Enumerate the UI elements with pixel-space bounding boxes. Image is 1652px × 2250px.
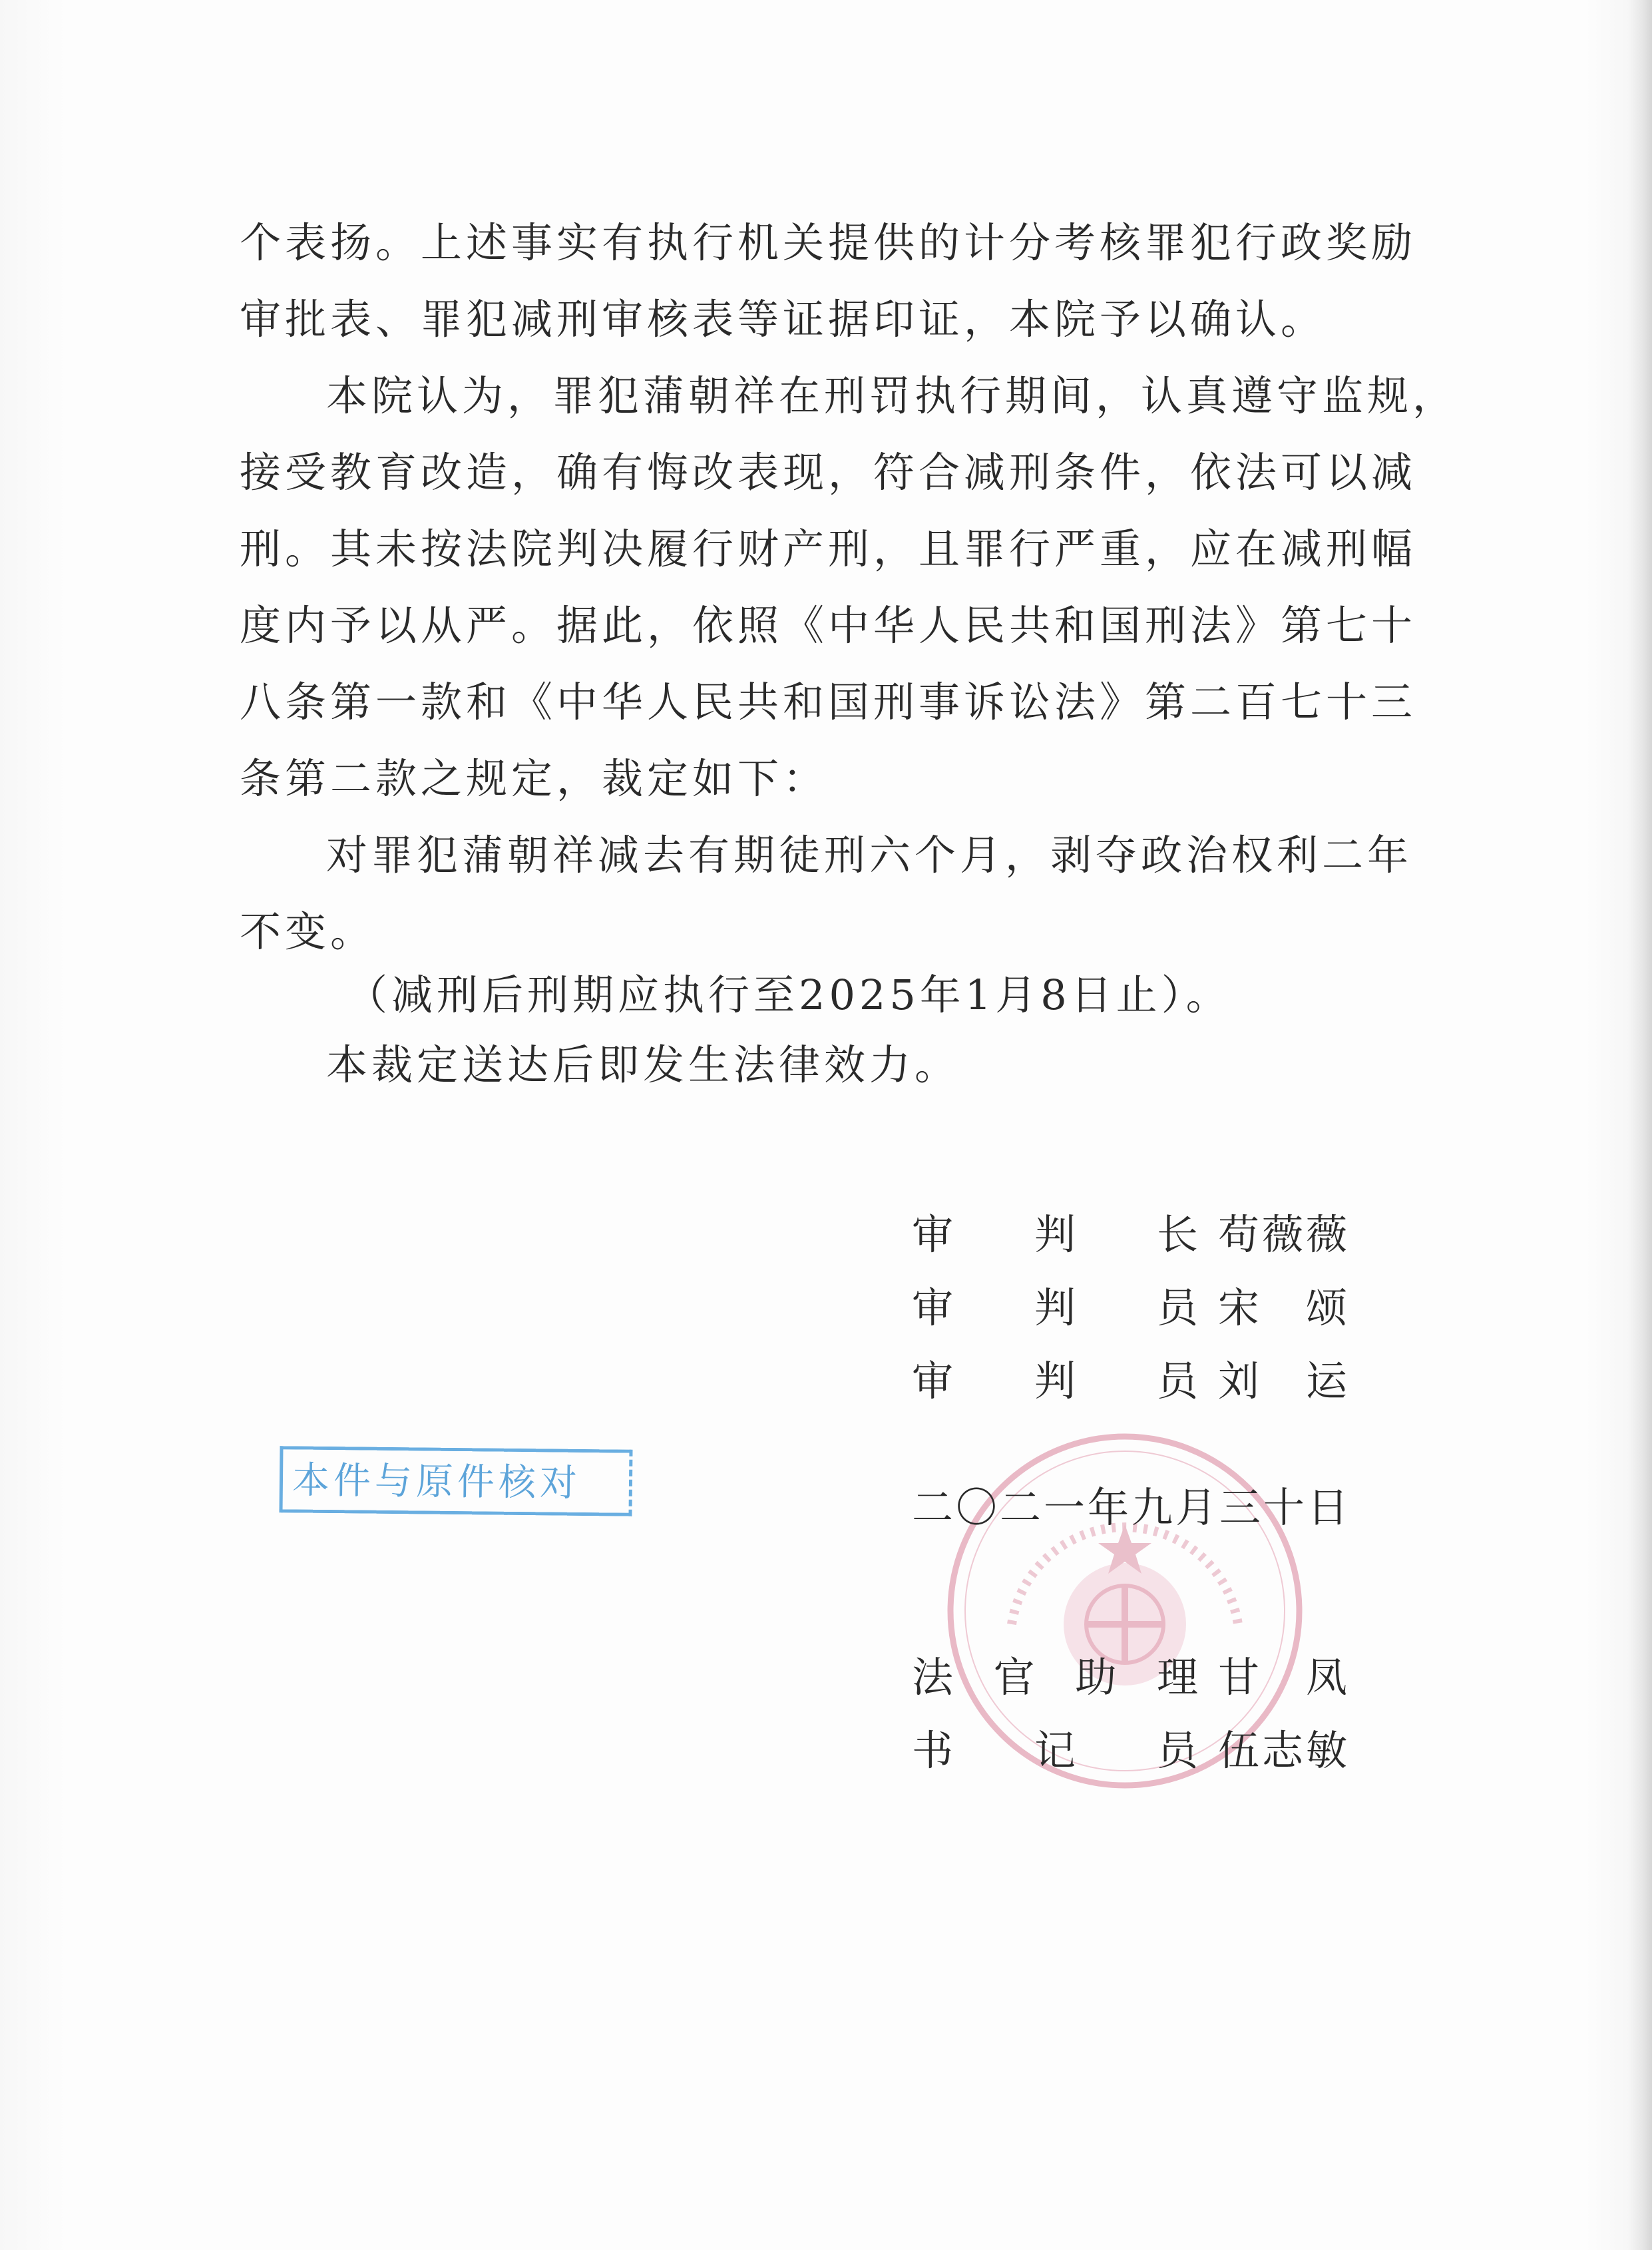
signature-role: [912, 1355, 1198, 1408]
signature-role: [912, 1651, 1198, 1704]
signature-name: 宋 颂: [1218, 1283, 1350, 1332]
effect-statement: 本裁定送达后即发生法律效力。: [326, 1040, 960, 1089]
role-char: 员: [1156, 1726, 1198, 1775]
role-char: 审: [912, 1357, 954, 1405]
sentence-end-note: （减刑后刑期应执行至2025年1月8日止）。: [346, 971, 1231, 1019]
role-char: 记: [1034, 1726, 1076, 1775]
role-char: 审: [912, 1210, 954, 1259]
role-char: 判: [1034, 1210, 1076, 1259]
paragraph-line: 审批表、罪犯减刑审核表等证据印证，本院予以确认。: [240, 295, 1327, 343]
signature-judge-assistant: [912, 1651, 1351, 1704]
page-edge-shadow: [1628, 0, 1652, 2250]
paragraph-line: 刑。其未按法院判决履行财产刑，且罪行严重，应在减刑幅: [240, 525, 1417, 573]
paragraph-line: 本院认为，罪犯蒲朝祥在刑罚执行期间，认真遵守监规，: [326, 371, 1458, 420]
signature-judge: [912, 1355, 1351, 1408]
signature-role: [912, 1281, 1198, 1335]
signature-role: [912, 1208, 1198, 1261]
role-char: 助: [1075, 1653, 1117, 1701]
paragraph-line: 个表扬。上述事实有执行机关提供的计分考核罪犯行政奖励: [240, 218, 1417, 267]
stamp-text: 本件与原件核对: [292, 1459, 582, 1505]
role-char: 员: [1156, 1357, 1198, 1405]
role-char: 理: [1156, 1653, 1198, 1701]
role-char: 官: [993, 1653, 1035, 1701]
ruling-date: 二〇二一年九月三十日: [912, 1483, 1352, 1532]
signature-name: 伍志敏: [1218, 1726, 1350, 1775]
signature-clerk: [912, 1724, 1351, 1777]
signature-name: 刘 运: [1218, 1357, 1350, 1405]
role-char: 审: [912, 1283, 954, 1332]
paragraph-line: 接受教育改造，确有悔改表现，符合减刑条件，依法可以减: [240, 448, 1417, 497]
paragraph-line: 条第二款之规定，裁定如下：: [240, 754, 829, 803]
role-char: 书: [912, 1726, 954, 1775]
ruling-line: 不变。: [240, 907, 376, 956]
paragraph-line: 度内予以从严。据此，依照《中华人民共和国刑法》第七十: [240, 601, 1417, 650]
signature-chief-judge: [912, 1208, 1351, 1261]
signature-judge: [912, 1281, 1351, 1335]
role-char: 判: [1034, 1357, 1076, 1405]
signature-name: 甘 凤: [1218, 1653, 1350, 1701]
role-char: 判: [1034, 1283, 1076, 1332]
role-char: 员: [1156, 1283, 1198, 1332]
ruling-line: 对罪犯蒲朝祥减去有期徒刑六个月，剥夺政治权利二年: [326, 831, 1413, 879]
role-char: 法: [912, 1653, 954, 1701]
copy-verification-stamp: [279, 1446, 632, 1516]
role-char: 长: [1156, 1210, 1198, 1259]
paragraph-line: 八条第一款和《中华人民共和国刑事诉讼法》第二百七十三: [240, 678, 1417, 726]
signature-role: [912, 1724, 1198, 1777]
signature-name: 苟薇薇: [1218, 1210, 1350, 1259]
